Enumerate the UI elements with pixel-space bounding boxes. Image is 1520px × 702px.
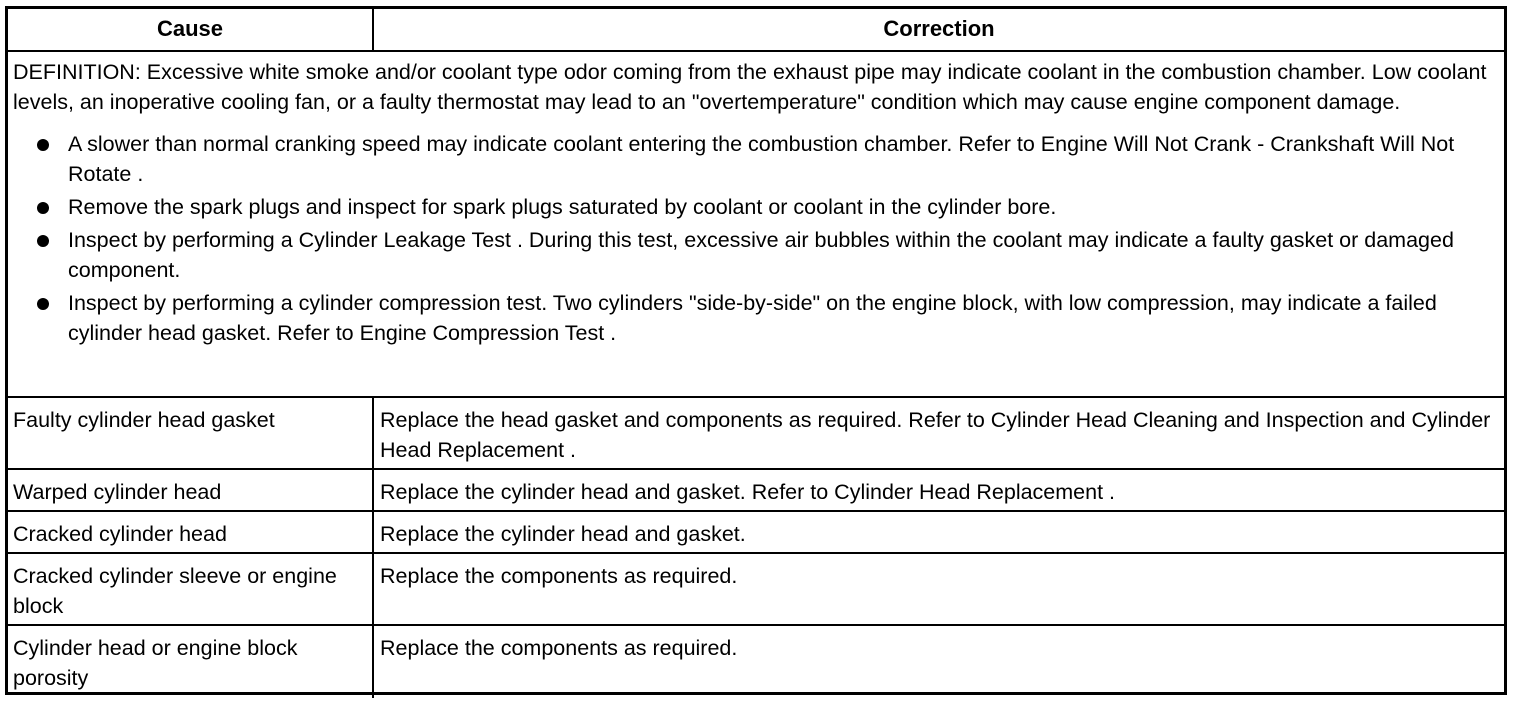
cause-cell: Cracked cylinder sleeve or engine block	[8, 554, 374, 624]
correction-cell: Replace the cylinder head and gasket. Refer to Cylinder Head Replacement .	[380, 480, 1115, 504]
table-header-row	[8, 9, 1504, 52]
correction-cell: Replace the head gasket and components as required. Refer to Cylinder Head Cleaning and Inspection and Cylinder Head Replacement .	[380, 408, 1491, 462]
bullet-text: A slower than normal cranking speed may indicate coolant entering the combustion chamber. Refer to Engine Will Not Crank - Crankshaft Will Not Rotate .	[68, 132, 1455, 186]
table-row	[8, 398, 1504, 470]
table-row	[8, 554, 1504, 626]
definition-row	[8, 52, 1504, 398]
table-row	[8, 512, 1504, 554]
bullet-text: Remove the spark plugs and inspect for spark plugs saturated by coolant or coolant in the cylinder bore.	[68, 195, 1057, 219]
bullet-item	[13, 288, 1498, 348]
bullet-item	[13, 129, 1498, 189]
diagnostic-table	[5, 6, 1507, 695]
correction-column-header: Correction	[883, 16, 995, 41]
table-row	[8, 626, 1504, 698]
bullet-item	[13, 192, 1498, 222]
cause-cell: Cylinder head or engine block porosity	[8, 626, 374, 698]
cause-cell: Cracked cylinder head	[8, 512, 374, 552]
inspection-bullet-list	[13, 129, 1498, 348]
correction-cell: Replace the components as required.	[380, 564, 738, 588]
table-row	[8, 470, 1504, 512]
cause-cell: Faulty cylinder head gasket	[8, 398, 374, 468]
cause-cell: Warped cylinder head	[8, 470, 374, 510]
bullet-item	[13, 225, 1498, 285]
cause-column-header: Cause	[8, 9, 374, 50]
correction-cell: Replace the components as required.	[380, 636, 738, 660]
bullet-text: Inspect by performing a cylinder compression test. Two cylinders "side-by-side" on the engine block, with low compression, may indicate a failed cylinder head gasket. Refer to Engine Compression Test .	[68, 291, 1437, 345]
bullet-dot-icon	[37, 139, 49, 151]
bullet-dot-icon	[37, 235, 49, 247]
bullet-text: Inspect by performing a Cylinder Leakage Test . During this test, excessive air bubbles within the coolant may indicate a faulty gasket or damaged component.	[68, 228, 1454, 282]
bullet-dot-icon	[37, 202, 49, 214]
bullet-dot-icon	[37, 298, 49, 310]
definition-text: DEFINITION: Excessive white smoke and/or coolant type odor coming from the exhaust pipe may indicate coolant in the combustion chamber. Low coolant levels, an inoperative cooling fan, or a faulty thermostat may lead to an "overtemperature" condition which may cause engine component damage.	[13, 60, 1487, 114]
correction-cell: Replace the cylinder head and gasket.	[380, 522, 746, 546]
